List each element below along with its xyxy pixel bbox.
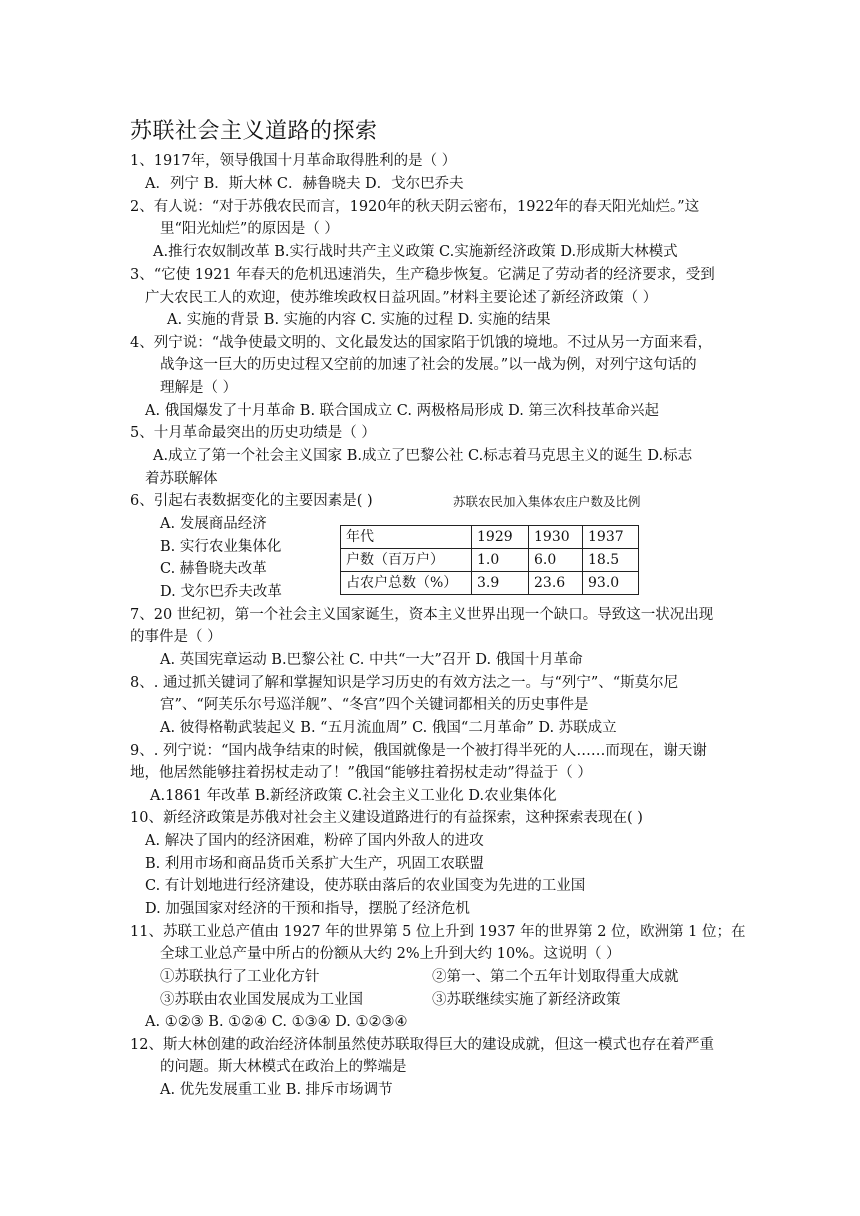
text-line-q5a: 5、十月革命最突出的历史功绩是（ ） [130, 425, 376, 441]
text-line-q6c: C. 赫鲁晓夫改革 [160, 561, 267, 577]
text-line-q2b: 里“阳光灿烂”的原因是（ ） [160, 221, 339, 237]
text-line-q1: 1、1917年，领导俄国十月革命取得胜利的是（ ） [130, 153, 457, 169]
table-cell: 93.0 [583, 572, 639, 595]
table-cell: 1.0 [472, 549, 529, 572]
text-line-q3a: 3、“它使 1921 年春天的危机迅速消失，生产稳步恢复。它满足了劳动者的经济要求，受到 [130, 267, 715, 283]
text-line-q6b: B. 实行农业集体化 [160, 539, 282, 555]
text-line-q10d: D. 加强国家对经济的干预和指导，摆脱了经济危机 [145, 901, 470, 917]
text-line-q10c: C. 有计划地进行经济建设，使苏联由落后的农业国变为先进的工业国 [145, 878, 586, 894]
table-cell: 1929 [472, 526, 529, 549]
data-table [340, 525, 639, 595]
text-line-q12a: 12、斯大林创建的政治经济体制虽然使苏联取得巨大的建设成就，但这一模式也存在着严重 [130, 1037, 714, 1053]
table-cell: 占农户总数（%） [341, 572, 472, 595]
text-line-q9a: 9、. 列宁说：“国内战争结束的时候，俄国就像是一个被打得半死的人……而现在，谢天谢 [130, 743, 707, 759]
text-line-q6: 6、引起右表数据变化的主要因素是( ) [130, 493, 373, 509]
text-line-q5b: A.成立了第一个社会主义国家 B.成立了巴黎公社 C.标志着马克思主义的诞生 D.标志 [153, 448, 693, 464]
table-cell: 1937 [583, 526, 639, 549]
text-line-q7b: 的事件是（ ） [130, 629, 222, 645]
text-line-q12b: 的问题。斯大林模式在政治上的弊端是 [160, 1059, 407, 1075]
text-line-q11d2: ③苏联继续实施了新经济政策 [432, 992, 621, 1008]
text-line-q11b: 全球工业总产量中所占的份额从大约 2%上升到大约 10%。这说明（ ） [160, 946, 621, 962]
table-row [341, 526, 639, 549]
text-line-q11a: 11、苏联工业总产值由 1927 年的世界第 5 位上升到 1937 年的世界第 2 位，欧洲第 1 位；在 [130, 924, 746, 940]
text-line-q6d: D. 戈尔巴乔夫改革 [160, 584, 282, 600]
text-line-q12o: A. 优先发展重工业 B. 排斥市场调节 [160, 1082, 393, 1098]
text-line-q3b: 广大农民工人的欢迎，使苏维埃政权日益巩固。”材料主要论述了新经济政策（ ） [145, 290, 658, 306]
table-row [341, 572, 639, 595]
text-line-q11c1: ①苏联执行了工业化方针 [160, 969, 320, 985]
text-line-q5c: 着苏联解体 [145, 471, 218, 487]
text-line-q4a: 4、列宁说：“战争使最文明的、文化最发达的国家陷于饥饿的境地。不过从另一方面来看， [130, 335, 713, 351]
table-cell: 6.0 [529, 549, 583, 572]
text-line-q10: 10、新经济政策是苏俄对社会主义建设道路进行的有益探索，这种探索表现在( ) [130, 810, 643, 826]
text-line-q1o: A．列宁 B．斯大林 C．赫鲁晓夫 D．戈尔巴乔夫 [145, 176, 464, 192]
text-line-q9o: A.1861 年改革 B.新经济政策 C.社会主义工业化 D.农业集体化 [150, 788, 557, 804]
text-line-q2o: A.推行农奴制改革 B.实行战时共产主义政策 C.实施新经济政策 D.形成斯大林模式 [153, 244, 678, 260]
text-line-q6a: A. 发展商品经济 [160, 516, 267, 532]
table-cell: 18.5 [583, 549, 639, 572]
text-line-q3o: A. 实施的背景 B. 实施的内容 C. 实施的过程 D. 实施的结果 [167, 312, 551, 328]
table-cell: 1930 [529, 526, 583, 549]
text-line-q9b: 地，他居然能够拄着拐杖走动了！”俄国“能够拄着拐杖走动”得益于（ ） [130, 765, 592, 781]
text-line-q4c: 理解是（ ） [160, 380, 238, 396]
text-line-q11d1: ③苏联由农业国发展成为工业国 [160, 992, 363, 1008]
text-line-q4b: 战争这一巨大的历史过程又空前的加速了社会的发展。”以一战为例，对列宁这句话的 [160, 357, 697, 373]
text-line-q10b: B. 利用市场和商品货币关系扩大生产，巩固工农联盟 [145, 856, 484, 872]
text-line-q8b: 宫”、“阿芙乐尔号巡洋舰”、“冬宫”四个关键词都相关的历史事件是 [160, 697, 589, 713]
text-line-q7a: 7、20 世纪初，第一个社会主义国家诞生，资本主义世界出现一个缺口。导致这一状况出现 [130, 607, 714, 623]
table-cell: 3.9 [472, 572, 529, 595]
table-cell: 23.6 [529, 572, 583, 595]
text-line-q8o: A. 彼得格勒武装起义 B. “五月流血周” C. 俄国“二月革命” D. 苏联成立 [160, 720, 617, 736]
text-line-q11o: A. ①②③ B. ①②④ C. ①③④ D. ①②③④ [145, 1014, 408, 1030]
table-cell: 户数（百万户） [341, 549, 472, 572]
text-line-q7o: A. 英国宪章运动 B.巴黎公社 C. 中共“一大”召开 D. 俄国十月革命 [160, 652, 583, 668]
text-line-q11c2: ②第一、第二个五年计划取得重大成就 [432, 969, 679, 985]
page-title: 苏联社会主义道路的探索 [130, 119, 378, 144]
table-caption: 苏联农民加入集体农庄户数及比例 [453, 494, 641, 509]
text-line-q8a: 8、. 通过抓关键词了解和掌握知识是学习历史的有效方法之一。与“列宁”、“斯莫尔尼 [130, 675, 679, 691]
table-row [341, 549, 639, 572]
text-line-q10a: A. 解决了国内的经济困难，粉碎了国内外敌人的进攻 [145, 833, 484, 849]
table-cell: 年代 [341, 526, 472, 549]
text-line-q4o: A. 俄国爆发了十月革命 B. 联合国成立 C. 两极格局形成 D. 第三次科技革命兴起 [145, 403, 660, 419]
text-line-q2a: 2、有人说：“对于苏俄农民而言，1920年的秋天阴云密布，1922年的春天阳光灿烂。”这 [130, 199, 700, 215]
